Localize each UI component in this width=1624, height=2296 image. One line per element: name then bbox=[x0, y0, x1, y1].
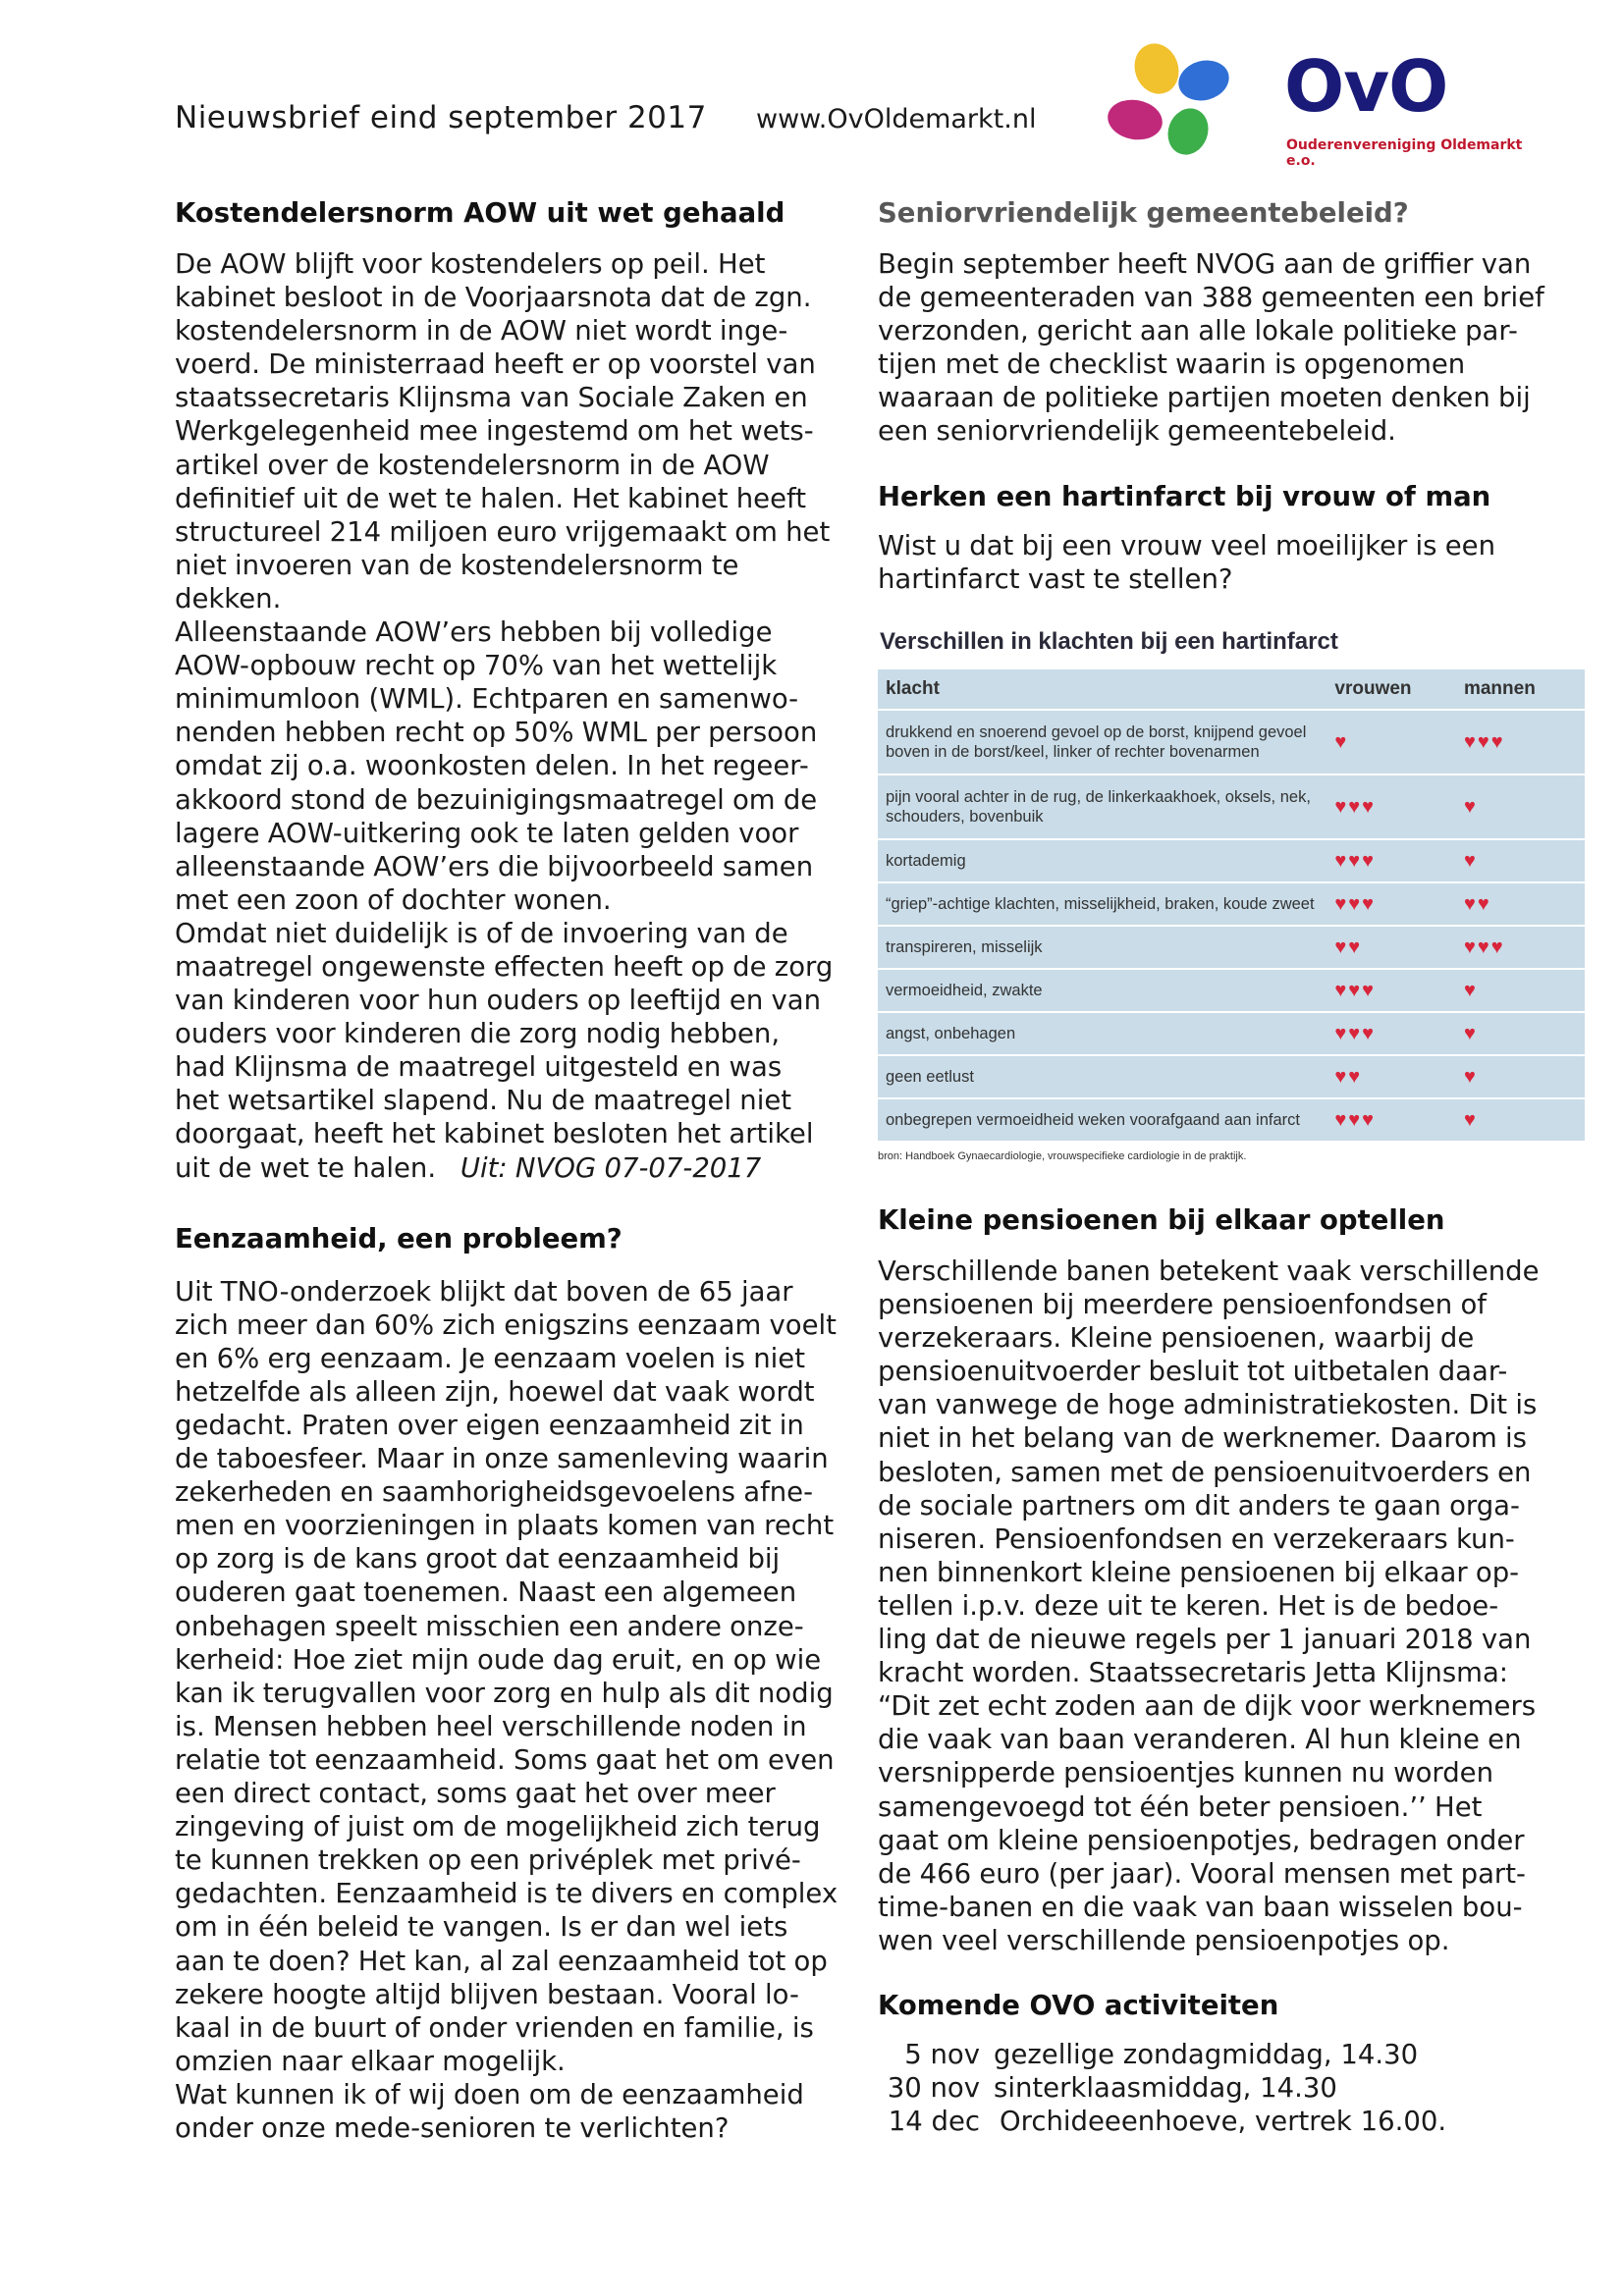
activity-text: Orchideeenhoeve, vertrek 16.00. bbox=[1000, 2106, 1447, 2138]
article-title-hartinfarct: Herken een hartinfarct bij vrouw of man bbox=[878, 480, 1491, 512]
table-row bbox=[878, 839, 1585, 882]
heart-icon: ♥ bbox=[1326, 710, 1456, 774]
symptom-cell: “griep”-achtige klachten, misselijkheid, braken, koude zweet bbox=[878, 882, 1326, 926]
heart-icon: ♥ bbox=[1456, 774, 1585, 839]
heart-icon: ♥♥♥ bbox=[1326, 1012, 1456, 1055]
article-title-eenzaamheid: Eenzaamheid, een probleem? bbox=[175, 1222, 623, 1255]
symptoms-table bbox=[878, 669, 1585, 1143]
article-body-seniorvriendelijk: Begin september heeft NVOG aan de griffier van de gemeenteraden van 388 gemeenten een brief verzonden, gericht aan alle lokale politieke par- tijen met de checklist waarin is opgenomen waaraan de politieke partijen moeten denken bij een seniorvriendelijk gemeentebeleid. bbox=[878, 248, 1544, 448]
table-row bbox=[878, 1055, 1585, 1098]
article-body-kostendelersnorm: De AOW blijft voor kostendelers op peil. Het kabinet besloot in de Voorjaarsnota dat de zgn. kostendelersnorm in de AOW niet wordt inge- voerd. De ministerraad heeft er op voorstel van staatssecretaris Klijnsma van Sociale Zaken en Werkgelegenheid mee ingestemd om het wets- artikel over de kostendelersnorm in de AOW definitief uit de wet te halen. Het kabinet heeft structureel 214 miljoen euro vrijgemaakt om het niet invoeren van de kostendelersnorm te dekken. Alleenstaande AOW’ers hebben bij volledige AOW-opbouw recht op 70% van het wettelijk minimumloon (WML). Echtparen en samenwo- nenden hebben recht op 50% WML per persoon omdat zij o.a. woonkosten delen. In het regeer- akkoord stond de bezuinigingsmaatregel om de lagere AOW-uitkering ook te laten gelden voor alleenstaande AOW’ers die bijvoorbeeld samen met een zoon of dochter wonen. Omdat niet duidelijk is of de invoering van de maatregel ongewenste effecten heeft op de zorg van kinderen voor hun ouders op leeftijd en van ouders voor kinderen die zorg nodig hebben, had Klijnsma de maatregel uitgesteld en was het wetsartikel slapend. Nu de maatregel niet doorgaat, heeft het kabinet besloten het artikel uit de wet te halen. Uit: NVOG 07-07-2017 bbox=[175, 248, 834, 1184]
right-column-lower bbox=[878, 1203, 1565, 2138]
table-row bbox=[878, 969, 1585, 1012]
heart-icon: ♥♥♥ bbox=[1326, 774, 1456, 839]
column-header-vrouwen: vrouwen bbox=[1326, 669, 1456, 710]
activity-text: sinterklaasmiddag, 14.30 bbox=[994, 2072, 1337, 2105]
article-title-seniorvriendelijk: Seniorvriendelijk gemeentebeleid? bbox=[878, 197, 1409, 229]
list-item bbox=[878, 2105, 1565, 2138]
activities-title: Komende OVO activiteiten bbox=[878, 1989, 1279, 2021]
column-header-mannen: mannen bbox=[1456, 669, 1585, 710]
infographic-source: bron: Handboek Gynaecardiologie, vrouwspecifieke cardiologie in de praktijk. bbox=[878, 1150, 1247, 1162]
heart-icon: ♥♥ bbox=[1326, 926, 1456, 969]
symptom-cell: onbegrepen vermoeidheid weken voorafgaand aan infarct bbox=[878, 1098, 1326, 1142]
list-item bbox=[878, 2071, 1565, 2105]
table-row bbox=[878, 710, 1585, 774]
table-row bbox=[878, 774, 1585, 839]
activity-date: 14 dec bbox=[888, 2106, 980, 2138]
logo-wordmark: OvO bbox=[1284, 45, 1448, 128]
website-url[interactable]: www.OvOldemarkt.nl bbox=[756, 104, 1037, 134]
article-body-hartinfarct: Wist u dat bij een vrouw veel moeilijker is een hartinfarct vast te stellen? bbox=[878, 529, 1496, 595]
symptom-cell: transpireren, misselijk bbox=[878, 926, 1326, 969]
left-column bbox=[175, 196, 862, 2145]
activities-list bbox=[878, 2038, 1565, 2138]
heart-icon: ♥♥ bbox=[1456, 882, 1585, 926]
article-source: Uit: NVOG 07-07-2017 bbox=[460, 1151, 762, 1184]
hartinfarct-infographic bbox=[878, 628, 1585, 1183]
ovo-logo bbox=[1100, 41, 1532, 169]
activity-text: gezellige zondagmiddag, 14.30 bbox=[994, 2038, 1419, 2070]
heart-icon: ♥♥♥ bbox=[1456, 926, 1585, 969]
table-row bbox=[878, 882, 1585, 926]
symptom-cell: kortademig bbox=[878, 839, 1326, 882]
symptom-cell: angst, onbehagen bbox=[878, 1012, 1326, 1055]
logo-subtitle: Ouderenvereniging Oldemarkt e.o. bbox=[1286, 137, 1523, 169]
symptom-cell: pijn vooral achter in de rug, de linkerkaakhoek, oksels, nek, schouders, bovenbuik bbox=[878, 774, 1326, 839]
heart-icon: ♥♥♥ bbox=[1326, 882, 1456, 926]
article-closing-eenzaamheid: Wat kunnen ik of wij doen om de eenzaamheid onder onze mede-senioren te verlichten? bbox=[175, 2078, 804, 2144]
heart-icon: ♥ bbox=[1456, 839, 1585, 882]
list-item bbox=[878, 2038, 1565, 2071]
table-row bbox=[878, 1012, 1585, 1055]
symptom-cell: drukkend en snoerend gevoel op de borst, knijpend gevoel boven in de borst/keel, linker of rechter bovenarmen bbox=[878, 710, 1326, 774]
infographic-title: Verschillen in klachten bij een hartinfarct bbox=[880, 628, 1338, 655]
heart-icon: ♥♥♥ bbox=[1326, 839, 1456, 882]
activity-date: 30 nov bbox=[887, 2072, 980, 2105]
symptom-cell: geen eetlust bbox=[878, 1055, 1326, 1098]
table-row bbox=[878, 926, 1585, 969]
heart-icon: ♥♥♥ bbox=[1326, 969, 1456, 1012]
article-body-eenzaamheid: Uit TNO-onderzoek blijkt dat boven de 65 jaar zich meer dan 60% zich enigszins eenzaam voelt en 6% erg eenzaam. Je eenzaam voelen is niet hetzelfde als alleen zijn, hoewel dat vaak wordt gedacht. Praten over eigen eenzaamheid zit in de taboesfeer. Maar in onze samenleving waarin zekerheden en saamhorigheidsgevoelens afne- men en voorzieningen in plaats komen van recht op zorg is de kans groot dat eenzaamheid bij ouderen gaat toenemen. Naast een algemeen onbehagen speelt misschien een andere onze- kerheid: Hoe ziet mijn oude dag eruit, en op wie kan ik terugvallen voor zorg en hulp als dit nodig is. Mensen hebben heel verschillende noden in relatie tot eenzaamheid. Soms gaat het om even een direct contact, soms gaat het over meer zingeving of juist om de mogelijkheid zich terug te kunnen trekken op een privéplek met privé- gedachten. Eenzaamheid is te divers en complex om in één beleid te vangen. Is er dan wel iets aan te doen? Het kan, al zal eenzaamheid tot op zekere hoogte altijd blijven bestaan. Vooral lo- kaal in de buurt of onder vrienden en familie, is omzien naar elkaar mogelijk. bbox=[175, 1275, 839, 2077]
activity-date: 5 nov bbox=[904, 2038, 980, 2070]
heart-icon: ♥♥♥ bbox=[1456, 710, 1585, 774]
right-column bbox=[878, 196, 1565, 596]
column-header-klacht: klacht bbox=[878, 669, 1326, 710]
heart-icon: ♥ bbox=[1456, 1012, 1585, 1055]
article-title-kostendelersnorm: Kostendelersnorm AOW uit wet gehaald bbox=[175, 197, 785, 229]
heart-icon: ♥ bbox=[1456, 1055, 1585, 1098]
table-row bbox=[878, 1098, 1585, 1142]
heart-icon: ♥ bbox=[1456, 969, 1585, 1012]
heart-icon: ♥♥ bbox=[1326, 1055, 1456, 1098]
flower-icon bbox=[1100, 41, 1276, 169]
symptom-cell: vermoeidheid, zwakte bbox=[878, 969, 1326, 1012]
article-title-pensioenen: Kleine pensioenen bij elkaar optellen bbox=[878, 1204, 1445, 1236]
heart-icon: ♥♥♥ bbox=[1326, 1098, 1456, 1142]
heart-icon: ♥ bbox=[1456, 1098, 1585, 1142]
article-body-pensioenen: Verschillende banen betekent vaak verschillende pensioenen bij meerdere pensioenfondsen of verzekeraars. Kleine pensioenen, waarbij de pensioenuitvoerder besluit tot uitbetalen daar- van vanwege de hoge administratiekosten. Dit is niet in het belang van de werknemer. Daarom is besloten, samen met de pensioenuitvoerders en de sociale partners om dit anders te gaan orga- niseren. Pensioenfondsen en verzekeraars kun- nen binnenkort kleine pensioenen bij elkaar op- tellen i.p.v. deze uit te keren. Het is de bedoe- ling dat de nieuwe regels per 1 januari 2018 van kracht worden. Staatssecretaris Jetta Klijnsma: “Dit zet echt zoden aan de dijk voor werknemers die vaak van baan veranderen. Al hun kleine en versnipperde pensioentjes kunnen nu worden samengevoegd tot één beter pensioen.’’ Het gaat om kleine pensioenpotjes, bedragen onder de 466 euro (per jaar). Vooral mensen met part- time-banen en die vaak van baan wisselen bou- wen veel verschillende pensioenpotjes op. bbox=[878, 1255, 1540, 1956]
table-header-row bbox=[878, 669, 1585, 710]
newsletter-title: Nieuwsbrief eind september 2017 bbox=[175, 100, 707, 135]
